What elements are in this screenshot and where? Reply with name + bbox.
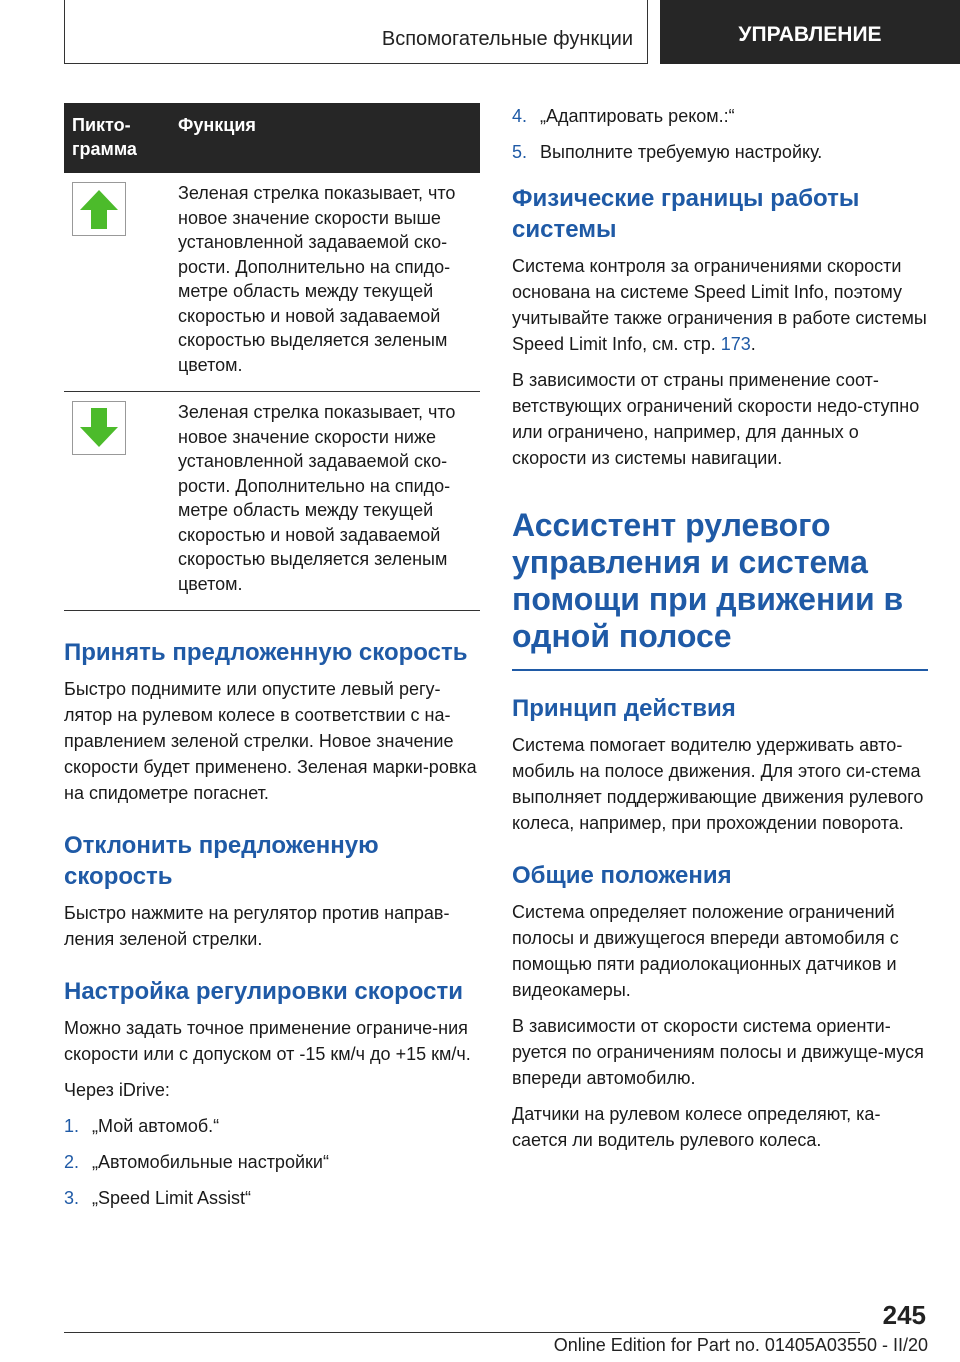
table-header-function: Функция <box>170 103 480 173</box>
right-column <box>512 103 928 1163</box>
tune-section <box>64 976 480 1211</box>
page-number: 245 <box>882 1300 926 1330</box>
steps-list <box>64 1113 480 1211</box>
general-title: Общие положения <box>512 862 732 889</box>
general-body-1: Система определяет положение ограничений полосы и движущегося впереди автомобиля с помощью пяти радиолокационных датчиков и видеокамеры. <box>512 902 899 1000</box>
accept-title: Принять предложенную скорость <box>64 639 468 666</box>
principle-section <box>512 693 928 836</box>
limits-title: Физические границы работы системы <box>512 185 860 243</box>
table-header-icon-line2: грамма <box>72 139 137 159</box>
reject-body: Быстро нажмите на регулятор против направ-ления зеленой стрелки. <box>64 903 450 949</box>
principle-title: Принцип действия <box>512 695 736 722</box>
list-item: 1. „Мой автомоб.“ <box>64 1116 220 1136</box>
accept-body: Быстро поднимите или опустите левый регу-лятор на рулевом колесе в соответствии с на-правлением зеленой стрелки. Новое значение скорости будет применено. Зеленая марки-ровка на спидометре погаснет. <box>64 679 477 803</box>
header-section-box <box>64 0 648 64</box>
limits-body-2: В зависимости от страны применение соот-ветствующих ограничений скорости недо-ступно или ограничено, например, для данных о скорости из системы навигации. <box>512 370 920 468</box>
list-item: 5. Выполните требуемую настройку. <box>512 142 823 162</box>
limits-body-1: Система контроля за ограничениями скорости основана на системе Speed Limit Info, поэтому учитывайте также ограничения в работе системы Speed Limit Info, см. стр. 173. <box>512 256 927 354</box>
tune-via: Через iDrive: <box>64 1080 170 1100</box>
green-arrow-up-icon <box>72 182 126 236</box>
tune-title: Настройка регулировки скорости <box>64 978 463 1005</box>
header-section-title: Вспомогательные функции <box>381 28 633 50</box>
tune-body: Можно задать точное применение ограниче-ния скорости или с допуском от -15 км/ч до +15 км/ч. <box>64 1018 471 1064</box>
general-body-3: Датчики на рулевом колесе определяют, ка-сается ли водитель рулевого колеса. <box>512 1104 881 1150</box>
general-body-2: В зависимости от скорости система ориенти-руется по ограничениям полосы и движуще-муся впереди автомобилю. <box>512 1016 924 1088</box>
principle-body: Система помогает водителю удерживать авто-мобиль на полосе движения. Для этого си-стема выполняет поддерживающие движения рулевого колеса, например, при прохождении поворота. <box>512 735 924 833</box>
general-section <box>512 860 928 1153</box>
table-header-icon <box>64 103 170 173</box>
table-header-row <box>64 103 480 173</box>
accept-section <box>64 637 480 806</box>
page-link[interactable]: 173 <box>720 334 751 354</box>
steps-list-continued <box>512 103 928 165</box>
table-header-icon-line1: Пикто- <box>72 115 131 135</box>
green-arrow-down-icon <box>72 401 126 455</box>
header-chapter-tab: УПРАВЛЕНИЕ <box>660 0 960 64</box>
reject-section <box>64 830 480 952</box>
list-item: 2. „Автомобильные настройки“ <box>64 1152 329 1172</box>
pictogram-table <box>64 103 480 611</box>
reject-title: Отклонить предложенную скорость <box>64 832 379 890</box>
limits-section <box>512 183 928 471</box>
footer-divider <box>64 1332 860 1333</box>
table-row-text: Зеленая стрелка показывает, что новое значение скорости выше установленной задаваемой ско-рости. Дополнительно на спидо-метре область между текущей скоростью и новой задаваемой скоростью выделяется зеленым цветом. <box>170 173 480 392</box>
table-row <box>64 392 480 611</box>
table-row <box>64 173 480 392</box>
assistant-section <box>512 507 928 671</box>
assistant-title: Ассистент рулевого управления и система помощи при движении в одной полосе <box>512 507 928 671</box>
footer-edition: Online Edition for Part no. 01405A03550 - II/20 <box>553 1335 928 1355</box>
table-row-text: Зеленая стрелка показывает, что новое значение скорости ниже установленной задаваемой ско-рости. Дополнительно на спидо-метре область между текущей скоростью и новой задаваемой скоростью выделяется зеленым цветом. <box>170 392 480 611</box>
left-column <box>64 103 480 1221</box>
list-item: 3. „Speed Limit Assist“ <box>64 1188 252 1208</box>
list-item: 4. „Адаптировать реком.:“ <box>512 106 735 126</box>
